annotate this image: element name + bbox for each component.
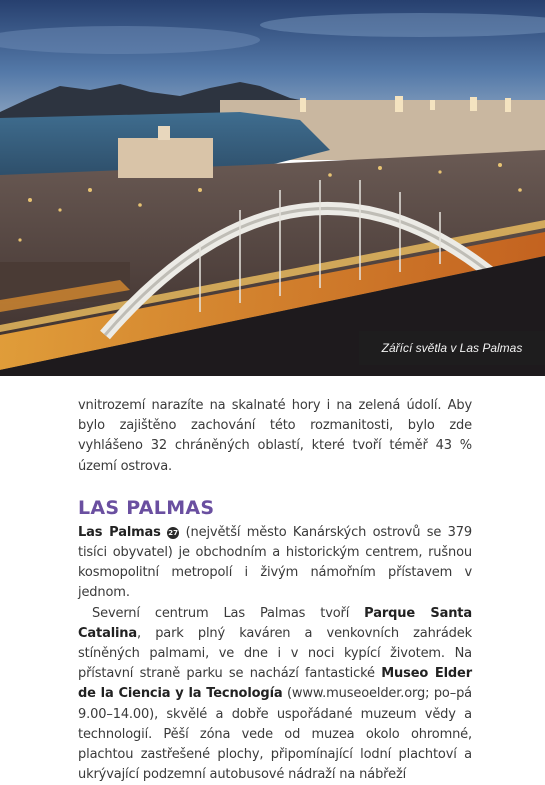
p2-text-c: (www.museoelder.org; po–pá 9.00–14.00), skvělé a dobře uspořádané muzeum vědy a technologií. Pěší zóna vede od muzea okolo ohromné, plachtou zastřešené plochy, připomínající lodní plachtoví a ukrývající podzemní autobusové nádraží na nábřeží <box>78 686 472 783</box>
paragraph-1 <box>78 523 472 604</box>
city-bridge-photo <box>0 0 545 376</box>
p2-text-a: Severní centrum Las Palmas tvoří <box>92 605 365 621</box>
intro-paragraph: vnitrozemí narazíte na skalnaté hory i na zelená údolí. Aby bylo zajištěno zachování této rozmanitosti, bylo zde vyhlášeno 32 chráněných oblastí, které tvoří téměř 43 % území ostrova. <box>78 398 472 474</box>
las-palmas-bold: Las Palmas <box>78 524 161 540</box>
photo-caption: Zářící světla v Las Palmas <box>359 331 545 365</box>
map-marker-badge: 27 <box>168 528 179 537</box>
museo-elder-bold: Museo Elder de la Ciencia y la Tecnología <box>78 666 472 702</box>
article-body <box>78 396 472 785</box>
parque-santa-catalina-bold: Parque Santa Catalina <box>78 605 472 641</box>
photo-illustration <box>0 0 545 376</box>
p2-text-b: , park plný kaváren a venkovních zahrádek stíněných palmami, ve dne i v noci kypící životem. Na přístavní straně parku se nachází fantastické <box>78 625 472 682</box>
section-heading: LAS PALMAS <box>78 496 215 519</box>
p1-text: (největší město Kanárských ostrovů se 379 tisíci obyvatel) je obchodním a historickým centrem, rušnou kosmopolitní metropolí i živým námořním přístavem v jednom. <box>78 524 472 601</box>
paragraph-2 <box>78 604 472 785</box>
